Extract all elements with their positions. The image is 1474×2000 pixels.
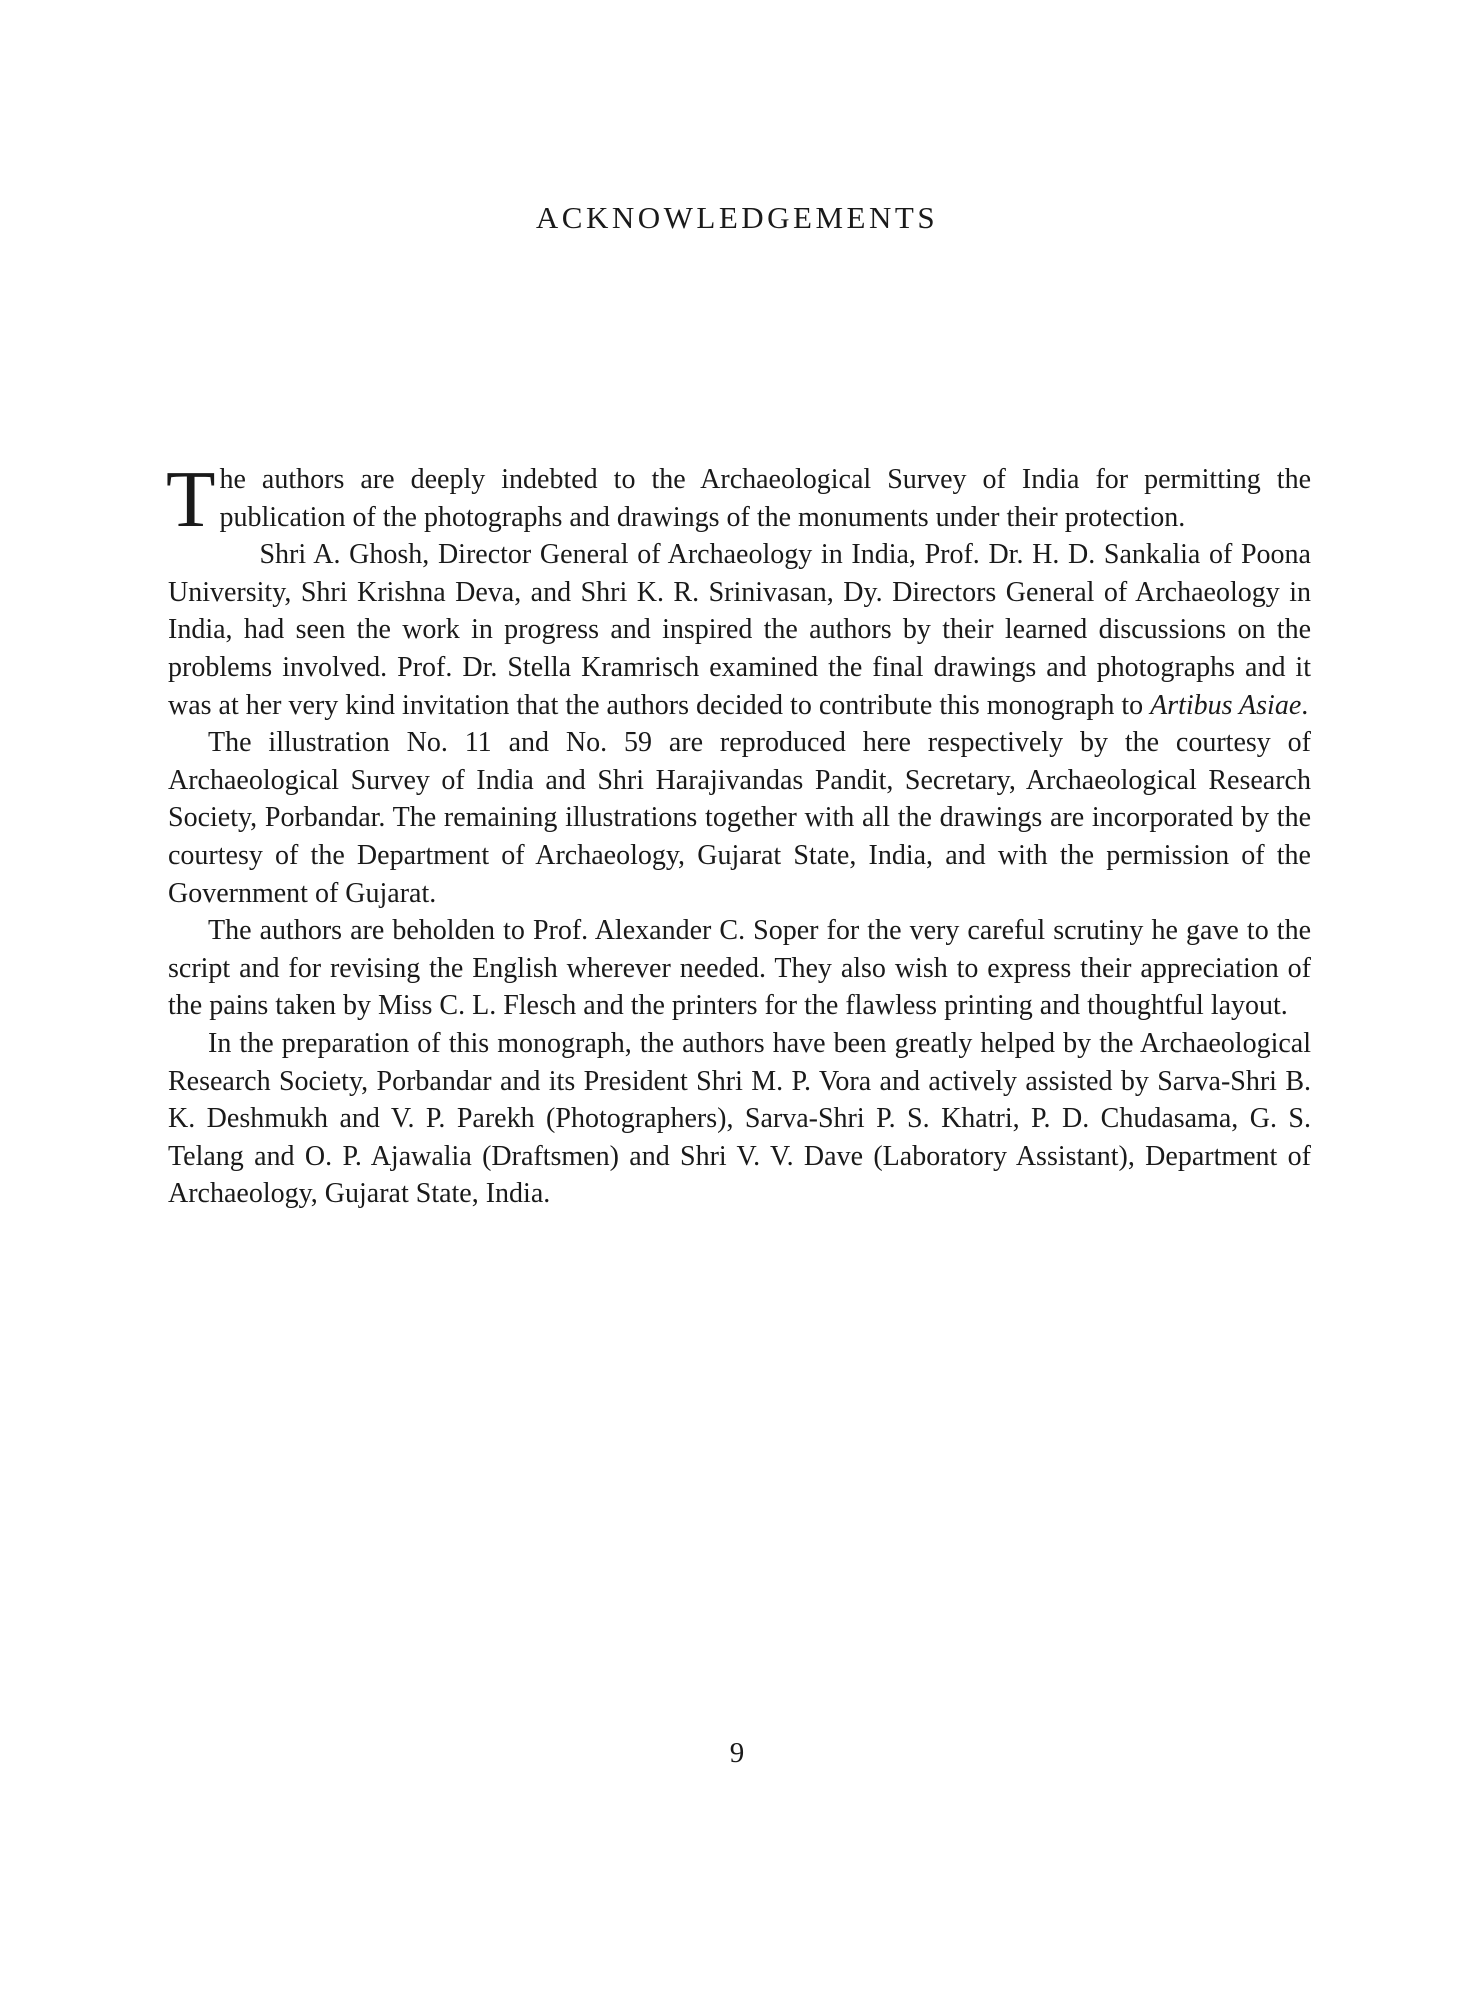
- paragraph-5: In the preparation of this monograph, the authors have been greatly helped by the Archaeological Research Society, Porbandar and its President Shri M. P. Vora and actively assisted by Sarva-Shri B. K. Deshmukh and V. P. Parekh (Photographers), Sarva-Shri P. S. Khatri, P. D. Chudasama, G. S. Telang and O. P. Ajawalia (Draftsmen) and Shri V. V. Dave (Laboratory Assistant), Department of Archaeology, Gujarat State, India.: [168, 1027, 1311, 1210]
- paragraph-1: [166, 454, 1311, 544]
- paragraph-1-text: he authors are deeply indebted to the Archaeological Survey of India for permitting the publication of the photographs and drawings of the monuments under their protection.: [219, 464, 1311, 533]
- paragraph-2-text: Shri A. Ghosh, Director General of Archaeology in India, Prof. Dr. H. D. Sankalia of Poona University, Shri Krishna Deva, and Shri K. R. Srinivasan, Dy. Directors General of Archaeology in India, had seen the work in progress and inspired the authors by their learned discussions on the problems involved. Prof. Dr. Stella Kramrisch examined the final drawings and photographs and it was at her very kind invitation that the authors decided to contribute this monograph to: [168, 539, 1311, 721]
- drop-cap: T: [166, 454, 216, 544]
- page-number: 9: [729, 1737, 745, 1769]
- acknowledgements-body: [166, 454, 1311, 1213]
- paragraph-3: The illustration No. 11 and No. 59 are reproduced here respectively by the courtesy of Archaeological Survey of India and Shri Harajivandas Pandit, Secretary, Archaeological Research Society, Porbandar. The remaining illustrations together with all the drawings are incorporated by the courtesy of the Department of Archaeology, Gujarat State, India, and with the permission of the Government of Gujarat.: [168, 727, 1311, 909]
- paragraph-2-end: .: [1301, 689, 1309, 721]
- journal-title: Artibus Asiae: [1150, 689, 1302, 721]
- page-title: ACKNOWLEDGEMENTS: [535, 200, 939, 235]
- paragraph-2: [168, 536, 1311, 724]
- paragraph-4: The authors are beholden to Prof. Alexander C. Soper for the very careful scrutiny he gave to the script and for revising the English wherever needed. They also wish to express their appreciation of the pains taken by Miss C. L. Flesch and the printers for the flawless printing and thoughtful layout.: [168, 915, 1311, 1022]
